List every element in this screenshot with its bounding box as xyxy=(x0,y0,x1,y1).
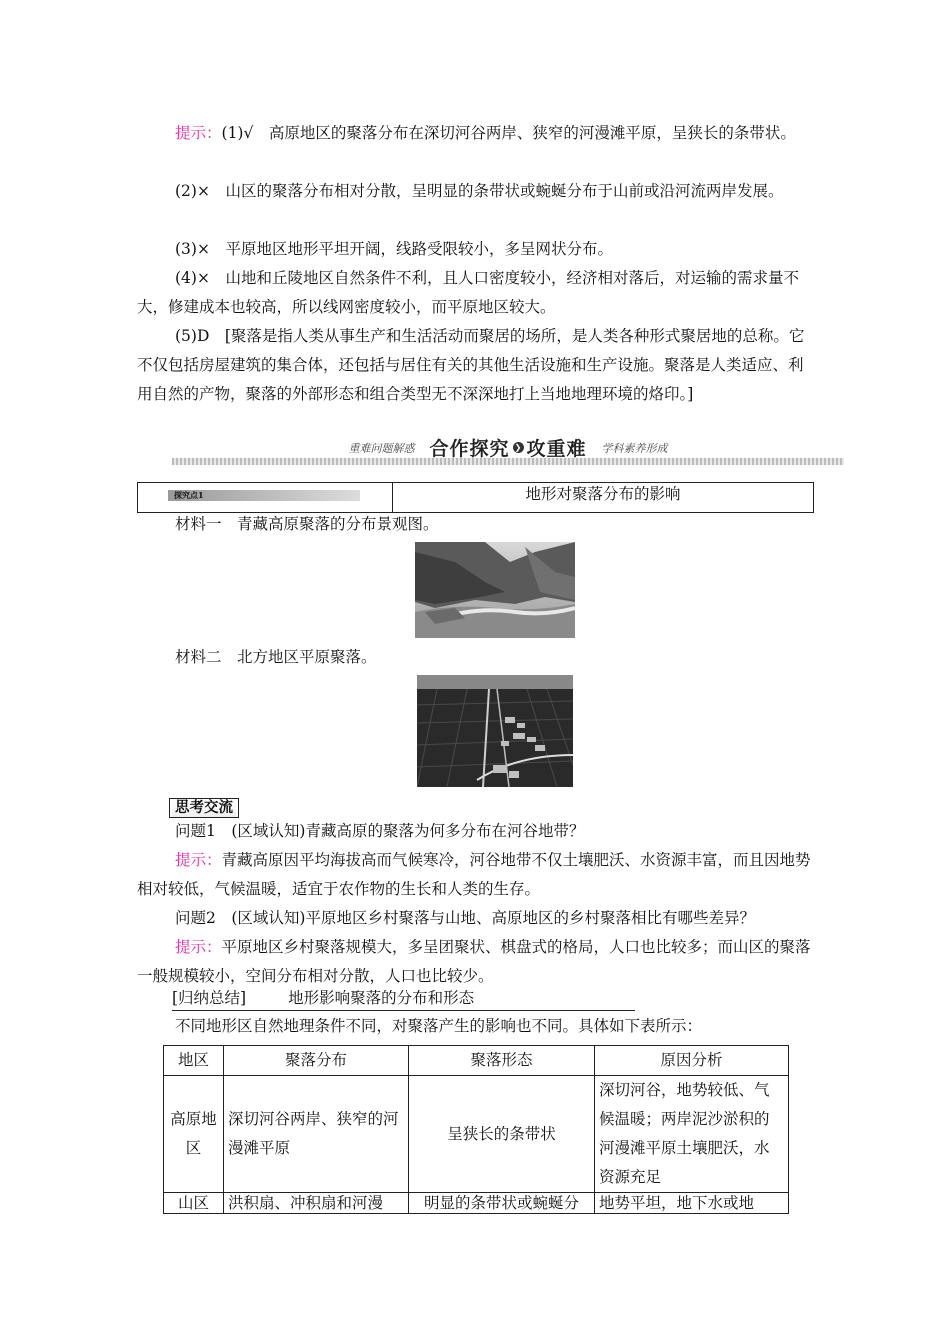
answer-1-text: 青藏高原因平均海拔高而气候寒冷，河谷地带不仅土壤肥沃、水资源丰富，而且因地势相对较低，气候温暖，适宜于农作物的生长和人类的生存。 xyxy=(137,851,811,898)
table-header-row xyxy=(164,1046,789,1076)
table-header: 聚落分布 xyxy=(224,1046,409,1076)
banner-title-part2: 攻重难 xyxy=(526,438,587,460)
think-discuss-label: 思考交流 xyxy=(172,798,236,818)
table-cell-region: 山区 xyxy=(177,1194,209,1212)
table-row xyxy=(164,1193,789,1214)
arrow-icon: ❯ xyxy=(513,442,524,453)
hint-1-number: (1)√ xyxy=(221,124,254,142)
table-cell: 呈狭长的条带状 xyxy=(409,1076,595,1193)
banner-right-caption: 学科素养形成 xyxy=(601,441,668,455)
table-cell: 明显的条带状或蜿蜒分 xyxy=(423,1194,579,1212)
hint-4: (4)× 山地和丘陵地区自然条件不利，且人口密度较小，经济相对落后，对运输的需求量不大，修建成本也较高，所以线网密度较小，而平原地区较大。 xyxy=(137,269,799,316)
answer-1 xyxy=(137,846,815,904)
table-cell: 深切河谷，地势较低、气候温暖；两岸泥沙淤积的河漫滩平原土壤肥沃，水资源充足 xyxy=(595,1076,789,1193)
question-2: 问题2 (区域认知)平原地区乡村聚落与山地、高原地区的乡村聚落相比有哪些差异？ xyxy=(175,909,755,927)
question-1: 问题1 (区域认知)青藏高原的聚落为何多分布在河谷地带？ xyxy=(175,822,585,840)
probe-header xyxy=(137,482,814,513)
hint-1 xyxy=(137,119,815,148)
hint-5: (5)D [聚落是指人类从事生产和生活活动而聚居的场所，是人类各种形式聚居地的总称。它不仅包括房屋建筑的集合体，还包括与居住有关的其他生活设施和生产设施。聚落是人类适应、利用自然的产物，聚落的外部形态和组合类型无不深深地打上当地地理环境的烙印。] xyxy=(137,327,805,403)
summary-title: 地形影响聚落的分布和形态 xyxy=(288,989,475,1007)
answer-1-label: 提示： xyxy=(175,851,222,869)
plateau-valley-photo xyxy=(415,542,575,638)
table-cell: 深切河谷两岸、狭窄的河漫滩平原 xyxy=(224,1076,409,1193)
hint-1-text: 高原地区的聚落分布在深切河谷两岸、狭窄的河漫滩平原，呈狭长的条带状。 xyxy=(268,124,796,142)
table-header: 原因分析 xyxy=(595,1046,789,1076)
summary-heading xyxy=(172,986,635,1011)
answer-2-text: 平原地区乡村聚落规模大，多呈团聚状、棋盘式的格局，人口也比较多；而山区的聚落一般规模较小，空间分布相对分散，人口也比较少。 xyxy=(137,938,811,985)
northern-plain-photo xyxy=(417,675,573,787)
probe-tag: 探究点1 xyxy=(168,490,360,501)
summary-label: [归纳总结] xyxy=(172,989,247,1007)
table-cell-region: 高原地区 xyxy=(164,1076,224,1193)
material-1-caption: 材料一 青藏高原聚落的分布景观图。 xyxy=(175,515,439,533)
hint-2: (2)× 山区的聚落分布相对分散，呈明显的条带状或蜿蜒分布于山前或沿河流两岸发展。 xyxy=(175,182,784,200)
terrain-settlement-table xyxy=(163,1045,789,1214)
table-header: 聚落形态 xyxy=(409,1046,595,1076)
table-header: 地区 xyxy=(164,1046,224,1076)
hint-label: 提示： xyxy=(175,124,222,142)
table-cell: 洪积扇、冲积扇和河漫 xyxy=(228,1194,384,1212)
table-row xyxy=(164,1076,789,1193)
banner-left-caption: 重难问题解惑 xyxy=(348,441,415,455)
banner-title-part1: 合作探究 xyxy=(429,438,510,460)
section-banner xyxy=(172,434,844,468)
answer-2 xyxy=(137,933,815,991)
table-cell: 地势平坦，地下水或地 xyxy=(599,1194,755,1212)
probe-title: 地形对聚落分布的影响 xyxy=(525,485,681,503)
summary-intro: 不同地形区自然地理条件不同，对聚落产生的影响也不同。具体如下表所示： xyxy=(175,1017,703,1035)
material-2-caption: 材料二 北方地区平原聚落。 xyxy=(175,648,377,666)
hint-3: (3)× 平原地区地形平坦开阔，线路受限较小，多呈网状分布。 xyxy=(175,240,613,258)
answer-2-label: 提示： xyxy=(175,938,222,956)
